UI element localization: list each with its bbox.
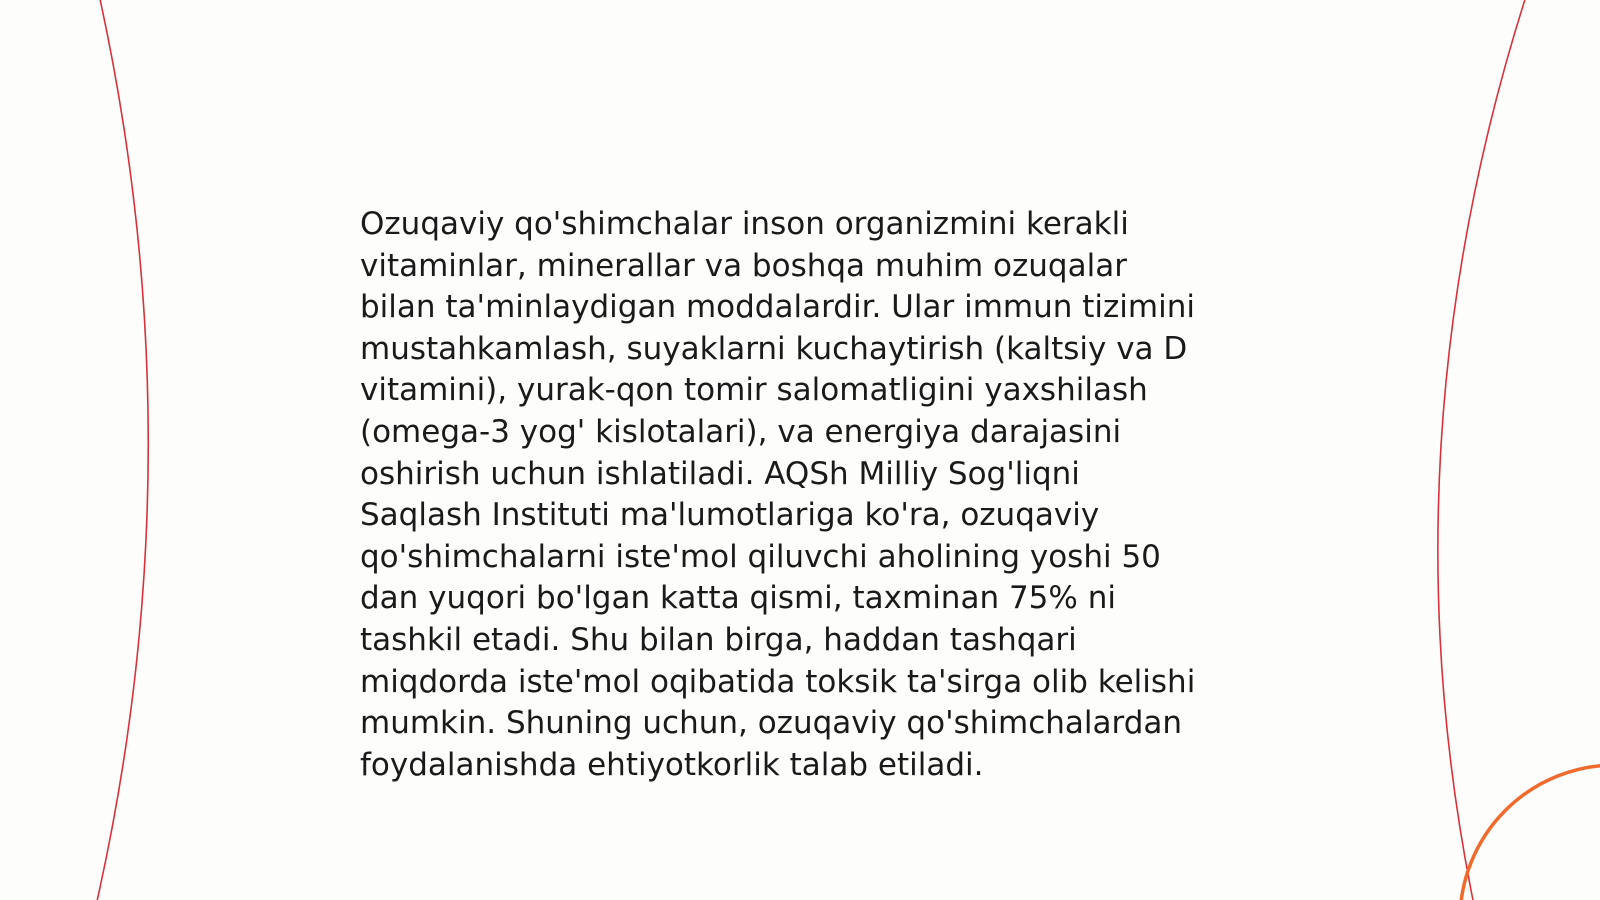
- body-paragraph: Ozuqaviy qo'shimchalar inson organizmini kerakli vitaminlar, minerallar va boshqa muhim ozuqalar bilan ta'minlaydigan moddalardir. Ular immun tizimini mustahkamlash, suyaklarni kuchaytirish (kaltsiy va D vitamini), yurak-qon tomir salomatligini yaxshilash (omega-3 yog' kislotalari), va energiya darajasini oshirish uchun ishlatiladi. AQSh Milliy Sog'liqni Saqlash Instituti ma'lumotlariga ko'ra, ozuqaviy qo'shimchalarni iste'mol qiluvchi aholining yoshi 50 dan yuqori bo'lgan katta qismi, taxminan 75% ni tashkil etadi. Shu bilan birga, haddan tashqari miqdorda iste'mol oqibatida toksik ta'sirga olib kelishi mumkin. Shuning uchun, ozuqaviy qo'shimchalardan foydalanishda ehtiyotkorlik talab etiladi.: [360, 206, 1196, 783]
- orange-accent-arc: [1460, 765, 1600, 900]
- right-curve-line: [1438, 0, 1528, 900]
- left-curve-line: [95, 0, 148, 900]
